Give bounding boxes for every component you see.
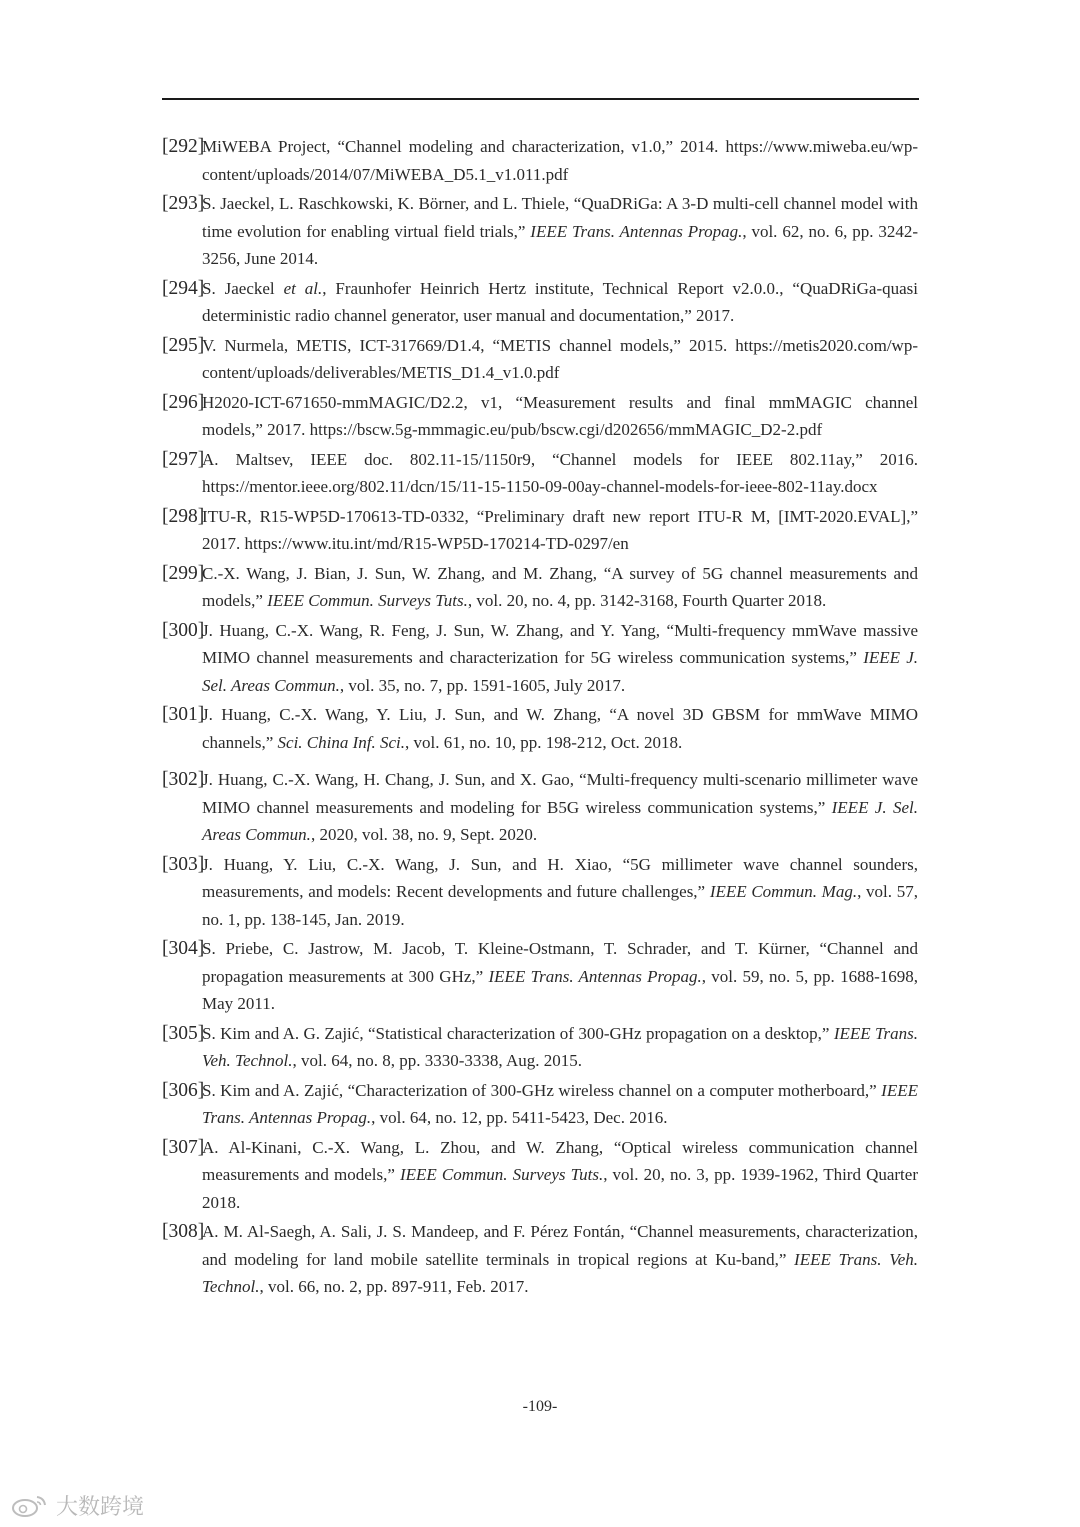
reference-text: , vol. 66, no. 2, pp. 897-911, Feb. 2017. bbox=[259, 1277, 529, 1296]
header-rule bbox=[162, 98, 919, 100]
reference-text: , vol. 64, no. 12, pp. 5411-5423, Dec. 2016. bbox=[371, 1108, 668, 1127]
reference-text: MiWEBA Project, “Channel modeling and characterization, v1.0,” 2014. https://www.miweba.eu/wp-content/uploads/2014/07/MiWEBA_D5.1_v1.011.pdf bbox=[202, 137, 918, 184]
reference-text: , 2020, vol. 38, no. 9, Sept. 2020. bbox=[310, 825, 538, 844]
reference-entry bbox=[162, 560, 918, 615]
reference-number: [306] bbox=[162, 1079, 205, 1101]
reference-text: C.-X. Wang, J. Bian, J. Sun, W. Zhang, and M. Zhang, “A survey of 5G channel measurements and models,” bbox=[202, 563, 918, 610]
journal-name: IEEE Trans. Antennas Propag. bbox=[530, 221, 743, 241]
reference-number: [303] bbox=[162, 853, 205, 875]
reference-entry bbox=[162, 617, 918, 700]
reference-number: [293] bbox=[162, 193, 205, 214]
journal-name: IEEE Trans. Antennas Propag. bbox=[202, 1080, 918, 1127]
reference-number: [295] bbox=[162, 334, 205, 356]
spacer bbox=[162, 758, 918, 766]
reference-entry bbox=[162, 935, 918, 1018]
reference-number: [307] bbox=[162, 1136, 205, 1158]
reference-text: S. Jaeckel, L. Raschkowski, K. Börner, and L. Thiele, “QuaDRiGa: A 3-D multi-cell channel model with time evolution for enabling virtual field trials,” bbox=[202, 194, 918, 241]
reference-entry bbox=[162, 275, 918, 330]
reference-number: [308] bbox=[162, 1221, 205, 1242]
reference-text: , Fraunhofer Heinrich Hertz institute, Technical Report v2.0.0., “QuaDRiGa-quasi deterministic radio channel generator, user manual and documentation,” 2017. bbox=[202, 278, 918, 325]
reference-text: H2020-ICT-671650-mmMAGIC/D2.2, v1, “Measurement results and final mmMAGIC channel models,” 2017. https://bscw.5g-mmmagic.eu/pub/bscw.cgi/d202656/mmMAGIC_D2-2.pdf bbox=[202, 392, 918, 439]
reference-entry bbox=[162, 1077, 918, 1132]
reference-text: A. Al-Kinani, C.-X. Wang, L. Zhou, and W. Zhang, “Optical wireless communication channel measurements and models,” bbox=[202, 1137, 918, 1184]
journal-name: IEEE Trans. Veh. Technol. bbox=[202, 1023, 919, 1070]
journal-name: Sci. China Inf. Sci. bbox=[277, 732, 406, 752]
reference-entry bbox=[162, 503, 918, 558]
reference-number: [300] bbox=[162, 619, 205, 641]
reference-number: [292] bbox=[162, 136, 205, 157]
watermark-text: 大数跨境 bbox=[56, 1495, 145, 1520]
reference-entry bbox=[162, 332, 918, 387]
reference-number: [301] bbox=[162, 704, 205, 725]
watermark bbox=[10, 1490, 144, 1521]
reference-text: J. Huang, C.-X. Wang, Y. Liu, J. Sun, and W. Zhang, “A novel 3D GBSM for mmWave MIMO channels,” bbox=[202, 705, 918, 752]
journal-name: IEEE Commun. Surveys Tuts. bbox=[267, 591, 468, 610]
reference-text: , vol. 57, no. 1, pp. 138-145, Jan. 2019. bbox=[202, 882, 918, 929]
reference-text: , vol. 35, no. 7, pp. 1591-1605, July 2017. bbox=[339, 675, 626, 695]
reference-entry bbox=[162, 1218, 918, 1301]
reference-text: S. Kim and A. G. Zajić, “Statistical characterization of 300-GHz propagation on a desktop,” bbox=[202, 1023, 834, 1043]
reference-text: J. Huang, Y. Liu, C.-X. Wang, J. Sun, and H. Xiao, “5G millimeter wave channel sounders, measurements, and models: Recent developments and future challenges,” bbox=[202, 854, 918, 901]
reference-entry bbox=[162, 1134, 918, 1217]
reference-text: , vol. 20, no. 4, pp. 3142-3168, Fourth Quarter 2018. bbox=[467, 591, 827, 610]
reference-text: J. Huang, C.-X. Wang, H. Chang, J. Sun, and X. Gao, “Multi-frequency multi-scenario millimeter wave MIMO channel measurements and modeling for B5G wireless communication systems,” bbox=[202, 770, 918, 817]
reference-entry bbox=[162, 851, 918, 934]
reference-number: [294] bbox=[162, 277, 205, 299]
reference-text: , vol. 64, no. 8, pp. 3330-3338, Aug. 2015. bbox=[292, 1051, 582, 1070]
reference-text: A. Maltsev, IEEE doc. 802.11-15/1150r9, “Channel models for IEEE 802.11ay,” 2016. https://mentor.ieee.org/802.11/dcn/15/11-15-1150-09-00ay-channel-models-for-ieee-802-11ay.docx bbox=[202, 449, 918, 496]
reference-entry bbox=[162, 389, 918, 444]
reference-entry bbox=[162, 133, 918, 188]
reference-number: [305] bbox=[162, 1022, 205, 1044]
journal-name: et al. bbox=[283, 278, 323, 298]
reference-number: [299] bbox=[162, 562, 205, 584]
reference-text: , vol. 59, no. 5, pp. 1688-1698, May 2011. bbox=[202, 966, 918, 1013]
reference-text: A. M. Al-Saegh, A. Sali, J. S. Mandeep, and F. Pérez Fontán, “Channel measurements, characterization, and modeling for land mobile satellite terminals in tropical regions at Ku-band,” bbox=[202, 1222, 918, 1269]
reference-entry bbox=[162, 190, 918, 273]
journal-name: IEEE Trans. Veh. Technol. bbox=[202, 1249, 919, 1296]
reference-number: [298] bbox=[162, 505, 205, 527]
journal-name: IEEE Commun. Mag. bbox=[709, 882, 858, 901]
reference-entry bbox=[162, 701, 918, 756]
journal-name: IEEE Commun. Surveys Tuts. bbox=[399, 1165, 604, 1184]
reference-text: S. Jaeckel bbox=[202, 278, 284, 298]
weibo-logo-icon bbox=[10, 1493, 50, 1519]
reference-text: , vol. 20, no. 3, pp. 1939-1962, Third Quarter 2018. bbox=[202, 1165, 918, 1212]
reference-text: S. Kim and A. Zajić, “Characterization of 300-GHz wireless channel on a computer motherboard,” bbox=[202, 1080, 882, 1100]
reference-text: J. Huang, C.-X. Wang, R. Feng, J. Sun, W. Zhang, and Y. Yang, “Multi-frequency mmWave massive MIMO channel measurements and characterization for 5G wireless communication systems,” bbox=[202, 620, 918, 667]
journal-name: IEEE Trans. Antennas Propag. bbox=[488, 966, 702, 986]
journal-name: IEEE J. Sel. Areas Commun. bbox=[202, 648, 919, 695]
reference-number: [296] bbox=[162, 391, 205, 413]
reference-text: , vol. 62, no. 6, pp. 3242-3256, June 2014. bbox=[202, 221, 918, 268]
journal-name: IEEE J. Sel. Areas Commun. bbox=[202, 797, 918, 844]
reference-list bbox=[162, 133, 918, 1303]
reference-text: V. Nurmela, METIS, ICT-317669/D1.4, “METIS channel models,” 2015. https://metis2020.com/wp-content/uploads/deliverables/METIS_D1.4_v1.0.pdf bbox=[202, 335, 918, 382]
reference-entry bbox=[162, 1020, 918, 1075]
reference-number: [297] bbox=[162, 448, 205, 470]
reference-entry bbox=[162, 446, 918, 501]
reference-number: [302] bbox=[162, 769, 205, 790]
reference-entry bbox=[162, 766, 918, 849]
reference-text: , vol. 61, no. 10, pp. 198-212, Oct. 2018. bbox=[405, 732, 683, 752]
reference-text: ITU-R, R15-WP5D-170613-TD-0332, “Preliminary draft new report ITU-R M, [IMT-2020.EVAL],” 2017. https://www.itu.int/md/R15-WP5D-170214-TD-0297/en bbox=[202, 506, 918, 553]
reference-number: [304] bbox=[162, 938, 205, 959]
page-number: -109- bbox=[522, 1398, 558, 1415]
reference-text: S. Priebe, C. Jastrow, M. Jacob, T. Kleine-Ostmann, T. Schrader, and T. Kürner, “Channel and propagation measurements at 300 GHz,” bbox=[202, 939, 918, 986]
